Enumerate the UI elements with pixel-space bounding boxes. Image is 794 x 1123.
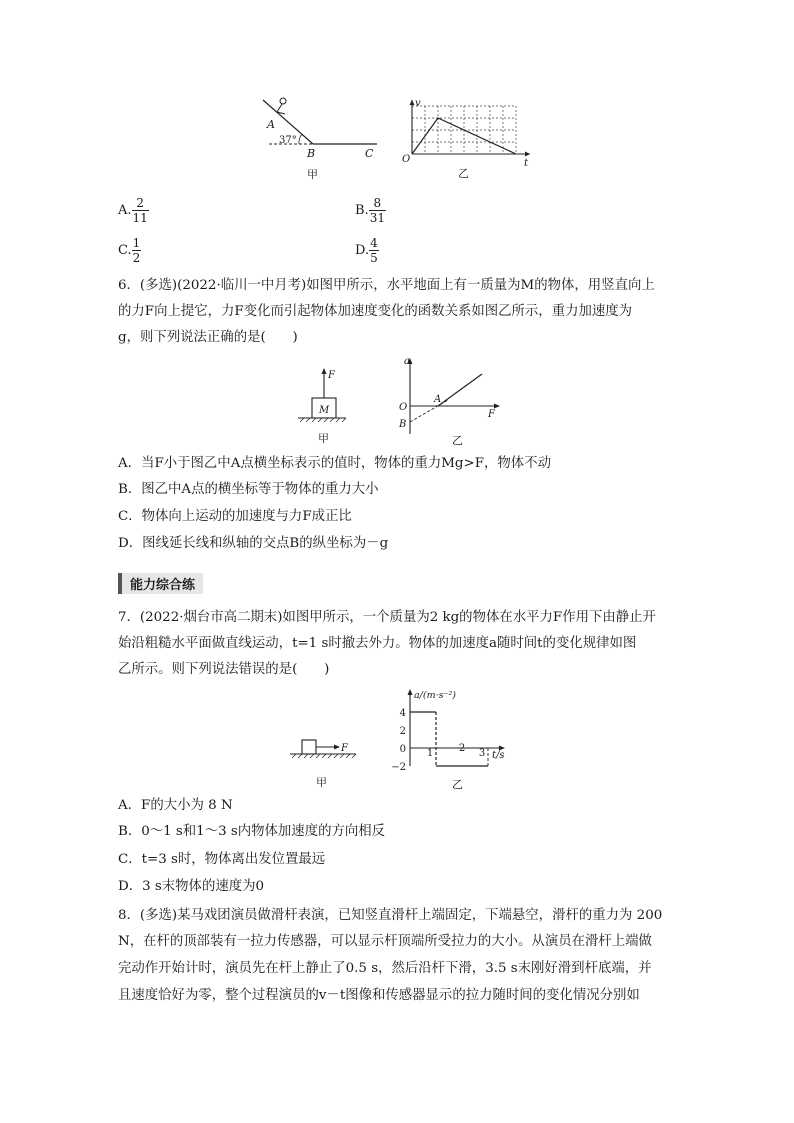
q6-option-d: D．图线延长线和纵轴的交点B的纵坐标为－g [118,536,389,551]
q7-axis-a-label: a/(m·s⁻²) [414,690,457,701]
q5-caption-1: 甲 [307,168,318,181]
q7-option-d: D．3 s末物体的速度为0 [118,879,265,894]
q7-option-a: A．F的大小为 8 N [118,798,233,813]
q7-x-tick-label: 1 [426,748,434,759]
q5-option-d-den: 5 [370,251,378,265]
q5-option-d-fraction [369,236,379,265]
q5-option-d-num: 4 [370,236,378,250]
q5-caption-2: 乙 [458,167,469,180]
q8-line-1: 8．(多选)某马戏团演员做滑杆表演，已知竖直滑杆上端固定，下端悬空，滑杆的重力为 200 [118,908,663,923]
q6-option-c: C．物体向上运动的加速度与力F成正比 [118,509,352,524]
q5-figure-vt-graph [398,96,538,182]
q7-y-tick-label: 4 [399,708,406,719]
q6-figure-aF-graph [396,354,508,448]
q6-point-B: B [399,419,407,430]
q8-line-4: 且速度恰好为零，整个过程演员的v－t图像和传感器显示的拉力随时间的变化情况分别如 [118,988,640,1003]
q7-y-tick-label: −2 [391,762,406,773]
q7-caption-1: 甲 [316,776,327,789]
q5-option-d-letter: D. [355,242,370,258]
q5-angle: 37° [279,135,297,146]
q5-option-c [118,236,141,265]
q5-option-c-fraction [132,236,142,265]
q6-option-a: A．当F小于图乙中A点横坐标表示的值时，物体的重力Mg>F，物体不动 [118,456,551,471]
q5-option-b-fraction [369,196,386,225]
q5-option-c-letter: C. [118,242,132,258]
section-header: 能力综合练 [118,573,203,594]
q6-line-2: 的力F向上提它，力F变化而引起物体加速度变化的函数关系如图乙所示，重力加速度为 [118,304,633,319]
q5-option-c-num: 1 [132,236,141,250]
q5-option-c-den: 2 [132,251,141,265]
q5-option-b-den: 31 [369,211,385,225]
q8-line-2: N，在杆的顶部装有一拉力传感器，可以显示杆顶端所受拉力的大小。从演员在滑杆上端做 [118,934,652,949]
q6-line-1: 6．(多选)(2022·临川一中月考)如图甲所示，水平地面上有一质量为M的物体，用竖直向上 [118,278,655,293]
q5-label-C: C [365,147,374,160]
q7-line-1: 7．(2022·烟台市高二期末)如图甲所示，一个质量为2 kg的物体在水平力F作用下由静止开 [118,610,656,625]
q5-option-a-letter: A. [118,202,132,218]
q6-force-label: F [328,370,335,381]
q5-option-b-letter: B. [355,202,369,218]
q7-line-2: 始沿粗糙水平面做直线运动，t=1 s时撤去外力。物体的加速度a随时间t的变化规律如图 [118,636,637,651]
q5-label-A: A [267,118,275,131]
q5-option-a-fraction [132,196,149,225]
q7-x-tick-label: 2 [458,743,466,754]
q5-axis-v: v [415,98,421,109]
q5-option-a [118,196,149,225]
q7-force-label: F [341,743,348,754]
q7-axis-t-label: t/s [492,750,505,761]
q5-option-b-num: 8 [369,196,386,211]
q7-x-tick-label: 3 [478,748,486,759]
q7-y-tick-label: 0 [399,744,406,755]
q7-line-3: 乙所示。则下列说法错误的是( ) [118,662,330,677]
q6-origin: O [399,402,408,413]
q5-option-a-den: 11 [132,211,148,225]
q6-axis-a: a [404,356,410,367]
q6-option-b: B．图乙中A点的横坐标等于物体的重力大小 [118,482,379,497]
q5-option-d [355,236,379,265]
q7-option-c: C．t=3 s时，物体离出发位置最远 [118,852,326,867]
q7-caption-2: 乙 [452,778,463,791]
q7-y-tick-label: 2 [399,726,406,737]
q7-axis-y-arrow [408,689,413,695]
q6-line-3: g，则下列说法正确的是( ) [118,330,298,345]
q5-option-a-num: 2 [132,196,149,211]
q5-origin: O [402,154,411,165]
q5-label-B: B [307,147,316,160]
q7-chart-at [384,686,524,792]
q6-caption-1: 甲 [318,432,329,445]
q6-caption-2: 乙 [452,434,463,447]
q6-figure-block [294,362,350,446]
q5-figure-incline [255,92,385,182]
q6-point-A: A [434,394,442,405]
q7-option-b: B．0～1 s和1～3 s内物体加速度的方向相反 [118,824,386,839]
q6-axis-F: F [488,409,495,420]
q6-mass-label: M [319,405,330,416]
q7-figure-block [288,734,360,792]
q5-axis-t: t [524,158,529,169]
q5-option-b [355,196,386,225]
q8-line-3: 完动作开始计时，演员先在杆上静止了0.5 s，然后沿杆下滑，3.5 s末刚好滑到杆底端，并 [118,961,652,976]
